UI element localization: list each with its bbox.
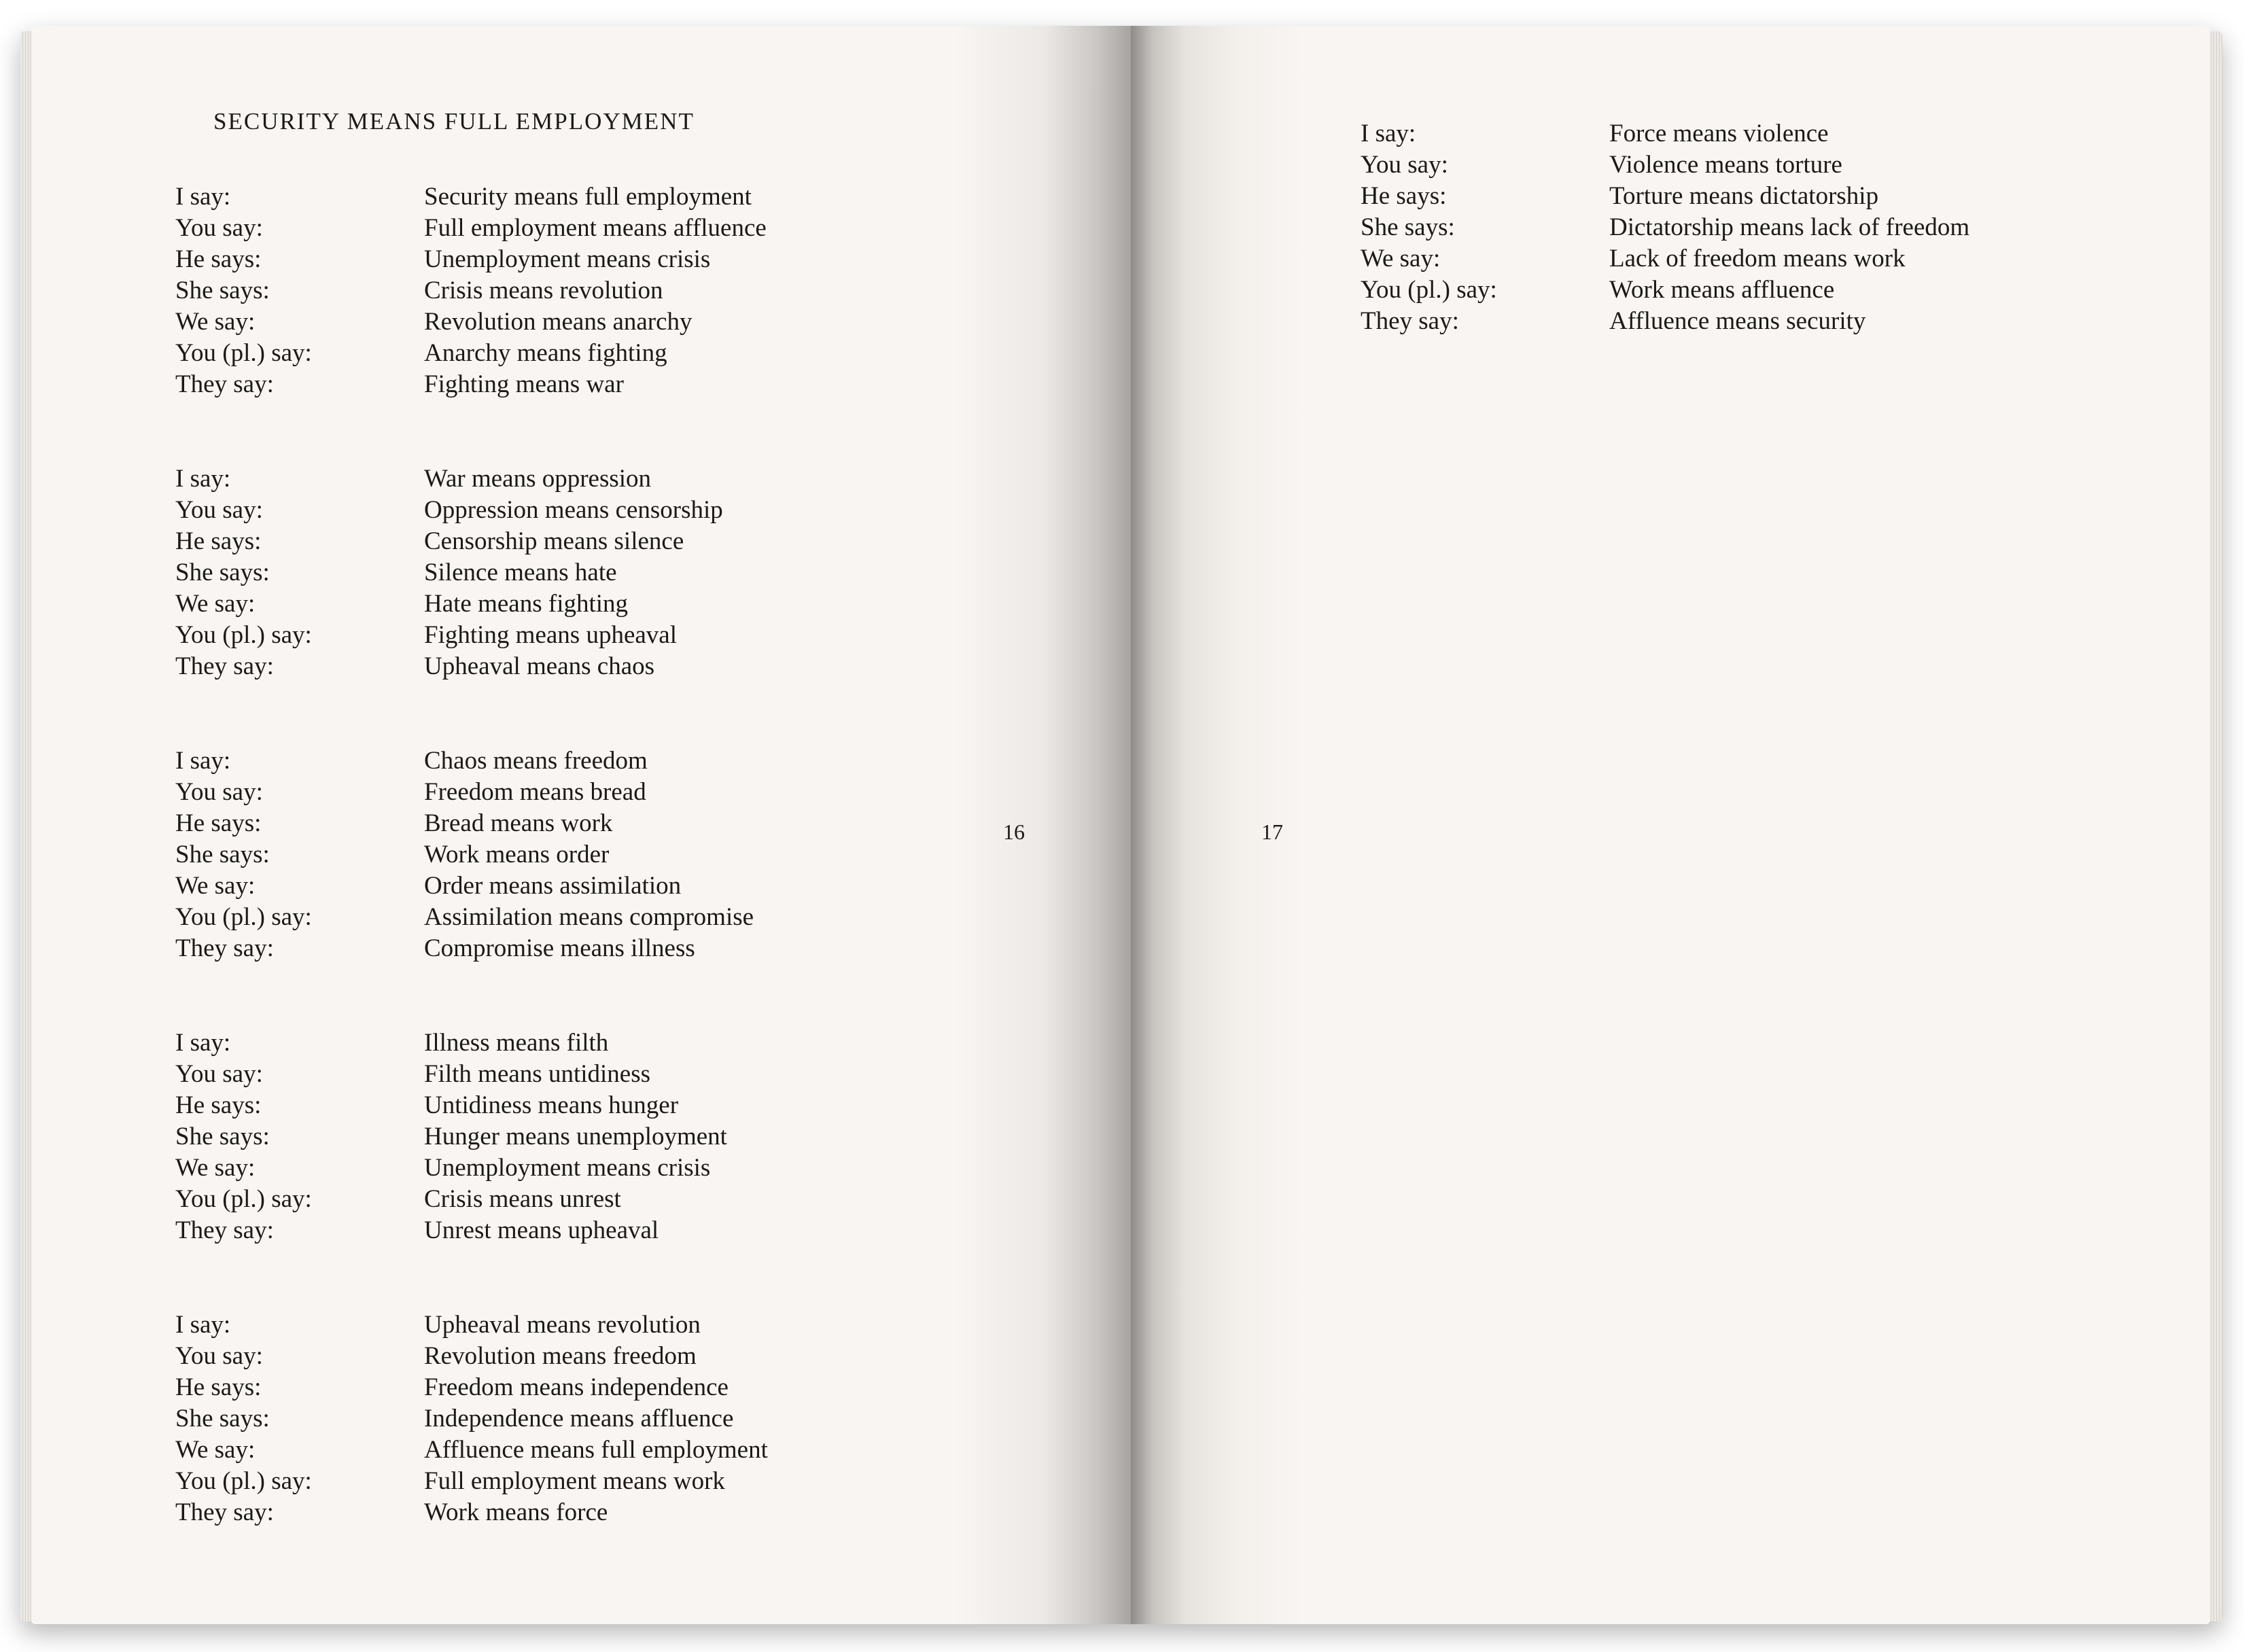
phrase-text: Dictatorship means lack of freedom	[1609, 213, 1970, 241]
phrase-text: Security means full employment	[424, 183, 752, 211]
speaker-label: We say:	[175, 590, 256, 618]
phrase-text: Work means affluence	[1609, 276, 1835, 304]
phrase-text: Unrest means upheaval	[424, 1216, 659, 1244]
speaker-label: They say:	[175, 1216, 274, 1244]
phrase-text: Torture means dictatorship	[1609, 182, 1879, 210]
speaker-label: They say:	[175, 934, 274, 962]
phrase-text: Fighting means war	[424, 370, 624, 398]
phrase-text: Upheaval means revolution	[424, 1311, 701, 1339]
speaker-label: He says:	[175, 245, 262, 273]
speaker-label: She says:	[175, 559, 270, 586]
phrase-text: Assimilation means compromise	[424, 903, 754, 931]
phrase-text: Work means force	[424, 1498, 608, 1526]
phrase-text: Work means order	[424, 841, 610, 868]
left-page	[31, 26, 1131, 1624]
speaker-label: He says:	[175, 527, 262, 555]
phrase-text: Lack of freedom means work	[1609, 245, 1906, 273]
speaker-label: You say:	[175, 1342, 263, 1370]
phrase-text: Freedom means bread	[424, 778, 646, 806]
phrase-text: Bread means work	[424, 809, 613, 837]
speaker-label: She says:	[175, 841, 270, 868]
speaker-label: She says:	[175, 277, 270, 304]
speaker-label: I say:	[175, 183, 231, 211]
speaker-label: They say:	[175, 652, 274, 680]
phrase-text: Hate means fighting	[424, 590, 629, 618]
open-book	[20, 26, 2222, 1630]
running-head: SECURITY MEANS FULL EMPLOYMENT	[213, 108, 695, 135]
speaker-label: They say:	[1361, 307, 1459, 335]
speaker-label: I say:	[175, 747, 231, 775]
phrase-text: Affluence means security	[1609, 307, 1866, 335]
speaker-label: You say:	[175, 496, 263, 524]
phrase-text: Revolution means freedom	[424, 1342, 697, 1370]
phrase-text: Filth means untidiness	[424, 1060, 650, 1088]
speaker-label: He says:	[1361, 182, 1447, 210]
phrase-text: Violence means torture	[1609, 151, 1842, 179]
speaker-label: We say:	[175, 1436, 256, 1464]
speaker-label: You say:	[175, 214, 263, 242]
phrase-text: Compromise means illness	[424, 934, 695, 962]
phrase-text: Censorship means silence	[424, 527, 684, 555]
speaker-label: You (pl.) say:	[175, 621, 312, 649]
speaker-label: He says:	[175, 1091, 262, 1119]
phrase-text: Crisis means revolution	[424, 277, 663, 304]
phrase-text: Revolution means anarchy	[424, 308, 693, 336]
phrase-text: Full employment means affluence	[424, 214, 767, 242]
speaker-label: I say:	[175, 465, 231, 493]
phrase-text: Full employment means work	[424, 1467, 725, 1495]
phrase-text: Affluence means full employment	[424, 1436, 768, 1464]
speaker-label: You (pl.) say:	[175, 1185, 312, 1213]
speaker-label: He says:	[175, 1373, 262, 1401]
phrase-text: Freedom means independence	[424, 1373, 729, 1401]
phrase-text: Crisis means unrest	[424, 1185, 621, 1213]
phrase-text: Silence means hate	[424, 559, 617, 586]
speaker-label: You say:	[175, 1060, 263, 1088]
phrase-text: Illness means filth	[424, 1029, 609, 1057]
page-number-right: 17	[1261, 820, 1283, 844]
speaker-label: You (pl.) say:	[1361, 276, 1497, 304]
speaker-label: She says:	[175, 1123, 270, 1150]
speaker-label: I say:	[175, 1029, 231, 1057]
right-page	[1131, 26, 2210, 1624]
phrase-text: Upheaval means chaos	[424, 652, 655, 680]
speaker-label: You (pl.) say:	[175, 903, 312, 931]
phrase-text: Untidiness means hunger	[424, 1091, 679, 1119]
phrase-text: Chaos means freedom	[424, 747, 648, 775]
speaker-label: They say:	[175, 370, 274, 398]
speaker-label: You say:	[175, 778, 263, 806]
speaker-label: We say:	[175, 872, 256, 900]
speaker-label: He says:	[175, 809, 262, 837]
speaker-label: We say:	[1361, 245, 1441, 273]
phrase-text: Oppression means censorship	[424, 496, 723, 524]
phrase-text: Force means violence	[1609, 120, 1829, 147]
speaker-label: You (pl.) say:	[175, 339, 312, 367]
speaker-label: I say:	[175, 1311, 231, 1339]
page-number-left: 16	[1003, 820, 1025, 844]
phrase-text: Anarchy means fighting	[424, 339, 667, 367]
speaker-label: She says:	[175, 1405, 270, 1433]
phrase-text: War means oppression	[424, 465, 652, 493]
phrase-text: Independence means affluence	[424, 1405, 734, 1433]
phrase-text: Hunger means unemployment	[424, 1123, 727, 1150]
speaker-label: You say:	[1361, 151, 1448, 179]
phrase-text: Unemployment means crisis	[424, 1154, 711, 1182]
speaker-label: I say:	[1361, 120, 1416, 147]
speaker-label: She says:	[1361, 213, 1455, 241]
phrase-text: Unemployment means crisis	[424, 245, 711, 273]
phrase-text: Fighting means upheaval	[424, 621, 677, 649]
speaker-label: They say:	[175, 1498, 274, 1526]
speaker-label: We say:	[175, 1154, 256, 1182]
speaker-label: You (pl.) say:	[175, 1467, 312, 1495]
phrase-text: Order means assimilation	[424, 872, 682, 900]
speaker-label: We say:	[175, 308, 256, 336]
